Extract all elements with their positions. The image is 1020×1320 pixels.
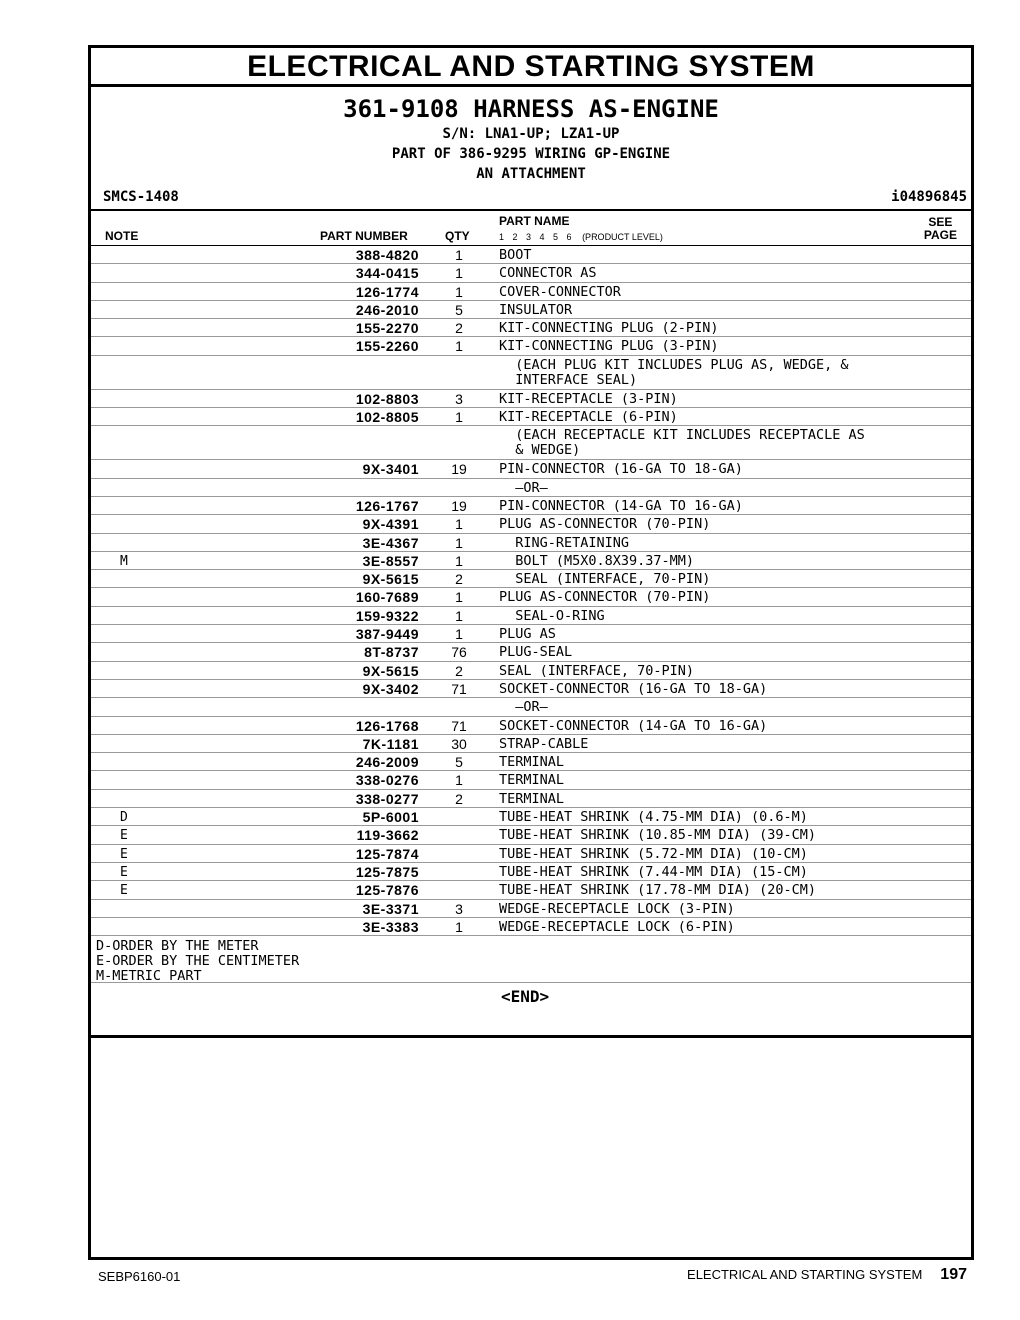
qty-cell: 5 [455, 754, 463, 771]
part-name-cell: TUBE-HEAT SHRINK (7.44-MM DIA) (15-CM) [499, 863, 808, 880]
part-name-cell: COVER-CONNECTOR [499, 283, 621, 300]
table-row [91, 460, 971, 478]
qty-cell: 1 [455, 283, 463, 300]
table-row [91, 735, 971, 753]
part-number-cell: 387-9449 [355, 626, 419, 643]
qty-cell: 1 [455, 534, 463, 551]
table-row [91, 515, 971, 533]
part-name-cell: SEAL (INTERFACE, 70-PIN) [499, 571, 711, 588]
qty-cell: 1 [455, 409, 463, 426]
table-row [91, 534, 971, 552]
smcs-code: SMCS-1408 [103, 189, 179, 205]
page-number: 197 [940, 1266, 967, 1283]
footer-right [687, 1266, 967, 1284]
product-level-label: (PRODUCT LEVEL) [582, 232, 663, 242]
note-cell: M [120, 553, 128, 569]
table-row [91, 390, 971, 408]
qty-cell: 2 [455, 320, 463, 337]
qty-cell: 1 [455, 247, 463, 263]
col-see-page [924, 216, 957, 242]
part-name-cell: SOCKET-CONNECTOR (16-GA TO 18-GA) [499, 680, 768, 697]
part-name-cell: PLUG AS [499, 626, 556, 643]
part-number-cell: 155-2260 [355, 338, 419, 355]
footer-doc-id: SEBP6160-01 [98, 1269, 181, 1284]
note-cell: D [120, 810, 128, 826]
part-name-cell: WEDGE-RECEPTACLE LOCK (3-PIN) [499, 900, 735, 917]
part-number-cell: 125-7875 [355, 863, 419, 880]
harness-header [91, 87, 971, 184]
qty-cell: 2 [455, 571, 463, 588]
note-cell: E [120, 864, 128, 880]
table-row [91, 625, 971, 643]
qty-cell: 2 [455, 662, 463, 679]
qty-cell: 1 [455, 265, 463, 282]
part-name-cell: (EACH RECEPTACLE KIT INCLUDES RECEPTACLE AS & WEDGE) [515, 427, 865, 459]
table-row [91, 826, 971, 844]
part-number-cell: 125-7874 [355, 845, 419, 862]
part-number-cell: 3E-8557 [362, 552, 419, 569]
table-row [91, 662, 971, 680]
part-number-cell: 126-1767 [355, 497, 419, 514]
note-e: E-ORDER BY THE CENTIMETER [96, 953, 300, 969]
part-number-cell: 102-8803 [355, 390, 419, 407]
table-row [91, 863, 971, 881]
table-row [91, 680, 971, 698]
table-row [91, 753, 971, 771]
part-number-cell: 3E-3371 [362, 900, 419, 917]
qty-cell: 1 [455, 516, 463, 533]
column-header [91, 211, 971, 246]
table-row [91, 588, 971, 606]
part-number-cell: 126-1774 [355, 283, 419, 300]
table-row [91, 479, 971, 497]
footer-section: ELECTRICAL AND STARTING SYSTEM [687, 1267, 923, 1282]
table-row [91, 900, 971, 918]
table-row [91, 643, 971, 661]
table-row [91, 552, 971, 570]
table-row [91, 717, 971, 735]
part-number-cell: 125-7876 [355, 882, 419, 899]
part-name-cell: STRAP-CABLE [499, 735, 589, 752]
qty-cell: 71 [451, 717, 467, 734]
product-levels [499, 232, 663, 242]
note-cell: E [120, 846, 128, 862]
part-name-cell: TERMINAL [499, 790, 565, 807]
part-name-cell: (EACH PLUG KIT INCLUDES PLUG AS, WEDGE, & INTERFACE SEAL) [515, 356, 849, 388]
page-frame [88, 45, 974, 1260]
part-number-cell: 338-0276 [355, 772, 419, 789]
table-row [91, 698, 971, 716]
qty-cell: 30 [451, 735, 467, 752]
part-name-cell: TERMINAL [499, 772, 565, 789]
qty-cell: 76 [451, 644, 467, 661]
table-row [91, 408, 971, 426]
qty-cell: 1 [455, 589, 463, 606]
table-row [91, 283, 971, 301]
table-row [91, 881, 971, 899]
table-row [91, 808, 971, 826]
table-row [91, 319, 971, 337]
part-name-cell: PLUG AS-CONNECTOR (70-PIN) [499, 589, 711, 606]
col-part-name: PART NAME [499, 214, 570, 228]
part-name-cell: PLUG-SEAL [499, 644, 573, 661]
notes-legend [96, 939, 299, 984]
part-name-cell: —OR— [499, 699, 548, 716]
part-name-cell: KIT-RECEPTACLE (3-PIN) [499, 390, 678, 407]
table-row [91, 264, 971, 282]
part-name-cell: SOCKET-CONNECTOR (14-GA TO 16-GA) [499, 717, 768, 734]
serial-range: S/N: LNA1-UP; LZA1-UP [442, 126, 620, 142]
part-name-cell: TUBE-HEAT SHRINK (4.75-MM DIA) (0.6-M) [499, 809, 808, 826]
table-row [91, 607, 971, 625]
part-name-cell: KIT-CONNECTING PLUG (3-PIN) [499, 338, 719, 355]
page-label: PAGE [923, 228, 957, 242]
part-number-cell: 9X-5615 [362, 662, 419, 679]
part-name-cell: TUBE-HEAT SHRINK (5.72-MM DIA) (10-CM) [499, 845, 808, 862]
part-number-cell: 388-4820 [355, 247, 419, 263]
qty-cell: 19 [451, 497, 467, 514]
part-number-cell: 7K-1181 [362, 735, 419, 752]
divider [91, 1035, 971, 1038]
part-name-cell: RING-RETAINING [499, 534, 630, 551]
qty-cell: 1 [455, 607, 463, 624]
part-number-cell: 160-7689 [355, 589, 419, 606]
part-number-cell: 8T-8737 [364, 644, 419, 661]
table-row [91, 497, 971, 515]
part-number-cell: 126-1768 [355, 717, 419, 734]
part-name-cell: PLUG AS-CONNECTOR (70-PIN) [499, 516, 711, 533]
part-number-cell: 338-0277 [355, 790, 419, 807]
part-name-cell: BOLT (M5X0.8X39.37-MM) [499, 552, 695, 569]
end-marker: <END> [501, 987, 550, 1006]
part-name-cell: PIN-CONNECTOR (14-GA TO 16-GA) [499, 497, 743, 514]
table-row [91, 426, 971, 460]
qty-cell: 1 [455, 772, 463, 789]
table-row [91, 356, 971, 390]
part-name-cell: PIN-CONNECTOR (16-GA TO 18-GA) [499, 461, 743, 478]
table-row [91, 570, 971, 588]
note-d: D-ORDER BY THE METER [96, 938, 259, 954]
part-name-cell: WEDGE-RECEPTACLE LOCK (6-PIN) [499, 918, 735, 935]
qty-cell: 3 [455, 390, 463, 407]
part-number-cell: 344-0415 [355, 265, 419, 282]
part-number-cell: 119-3662 [356, 827, 419, 844]
part-name-cell: TUBE-HEAT SHRINK (10.85-MM DIA) (39-CM) [499, 827, 816, 844]
qty-cell: 19 [451, 461, 467, 478]
qty-cell: 5 [455, 301, 463, 318]
part-number-cell: 246-2010 [355, 301, 419, 318]
part-number-cell: 9X-3402 [362, 680, 419, 697]
part-name-cell: TERMINAL [499, 754, 565, 771]
attachment-line: AN ATTACHMENT [476, 166, 586, 182]
col-qty: QTY [445, 229, 470, 243]
part-name-cell: INSULATOR [499, 301, 573, 318]
part-number-cell: 155-2270 [355, 320, 419, 337]
col-note: NOTE [105, 229, 139, 243]
qty-cell: 1 [455, 918, 463, 935]
harness-title: 361-9108 HARNESS AS-ENGINE [343, 95, 719, 123]
illustration-id: i04896845 [891, 189, 967, 205]
qty-cell: 2 [455, 790, 463, 807]
part-number-cell: 9X-5615 [362, 571, 419, 588]
table-row [91, 771, 971, 789]
part-name-cell: —OR— [499, 479, 548, 496]
part-number-cell: 5P-6001 [362, 809, 419, 826]
part-name-cell: KIT-RECEPTACLE (6-PIN) [499, 409, 678, 426]
part-number-cell: 3E-4367 [362, 534, 419, 551]
part-number-cell: 102-8805 [355, 409, 419, 426]
table-row [91, 246, 971, 264]
parts-table [91, 246, 971, 936]
qty-cell: 1 [455, 338, 463, 355]
part-name-cell: BOOT [499, 247, 532, 263]
part-number-cell: 9X-4391 [362, 516, 419, 533]
level-numbers: 1 2 3 4 5 6 [499, 232, 572, 242]
note-cell: E [120, 883, 128, 899]
divider [91, 982, 971, 983]
table-row [91, 337, 971, 355]
note-m: M-METRIC PART [96, 968, 202, 984]
part-name-cell: SEAL-O-RING [499, 607, 605, 624]
part-number-cell: 9X-3401 [362, 461, 419, 478]
part-number-cell: 159-9322 [355, 607, 419, 624]
qty-cell: 1 [455, 626, 463, 643]
table-row [91, 301, 971, 319]
part-name-cell: KIT-CONNECTING PLUG (2-PIN) [499, 320, 719, 337]
table-row [91, 918, 971, 936]
table-row [91, 790, 971, 808]
part-number-cell: 246-2009 [355, 754, 419, 771]
note-cell: E [120, 828, 128, 844]
qty-cell: 1 [455, 552, 463, 569]
part-of-line: PART OF 386-9295 WIRING GP-ENGINE [391, 146, 671, 162]
qty-cell: 71 [451, 680, 467, 697]
part-name-cell: TUBE-HEAT SHRINK (17.78-MM DIA) (20-CM) [499, 882, 816, 899]
part-number-cell: 3E-3383 [362, 918, 419, 935]
see-label: SEE [928, 215, 953, 229]
section-title: ELECTRICAL AND STARTING SYSTEM [91, 48, 971, 87]
part-name-cell: SEAL (INTERFACE, 70-PIN) [499, 662, 695, 679]
part-name-cell: CONNECTOR AS [499, 265, 597, 282]
col-part-number: PART NUMBER [320, 229, 408, 243]
table-row [91, 845, 971, 863]
qty-cell: 3 [455, 900, 463, 917]
